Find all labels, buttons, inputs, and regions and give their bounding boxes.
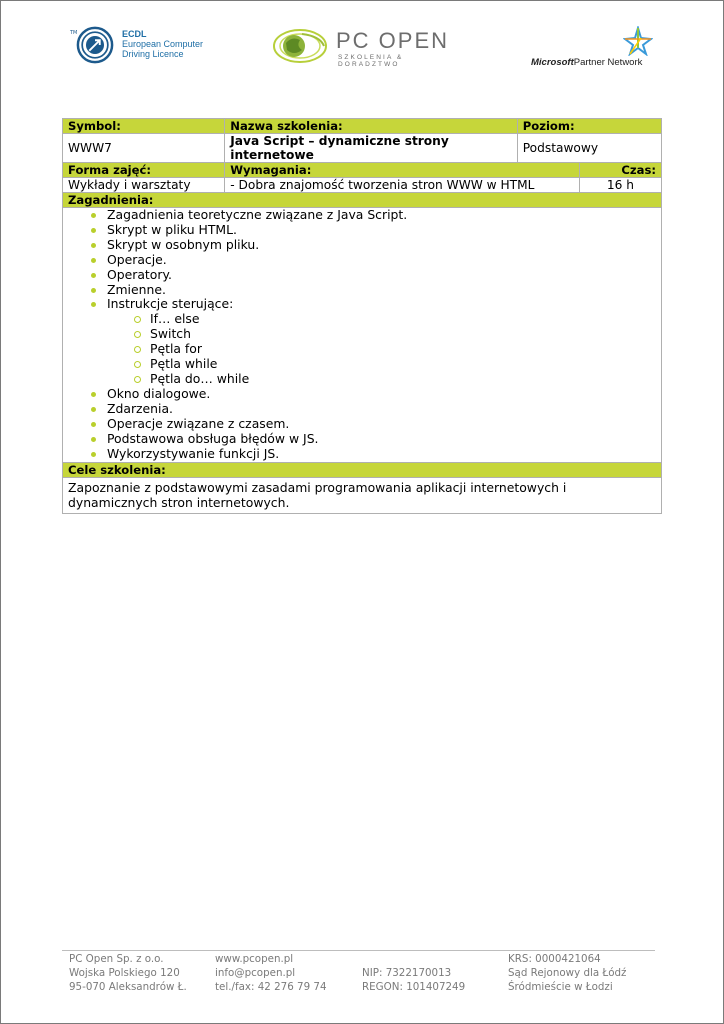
time-label: Czas: bbox=[579, 163, 661, 178]
course-name-label: Nazwa szkolenia: bbox=[225, 119, 517, 134]
list-item: Okno dialogowe. bbox=[63, 387, 661, 402]
list-item: Zdarzenia. bbox=[63, 402, 661, 417]
list-item: Skrypt w osobnym pliku. bbox=[63, 238, 661, 253]
time-value: 16 h bbox=[579, 178, 661, 193]
course-table bbox=[62, 118, 662, 514]
pcopen-globe-icon bbox=[272, 26, 328, 66]
goals-cell bbox=[63, 478, 662, 514]
sub-list-item: If… else bbox=[107, 312, 661, 327]
partner-network-star-icon bbox=[623, 26, 653, 56]
partner-network-label: Partner Network bbox=[573, 57, 643, 68]
level-value: Podstawowy bbox=[517, 134, 661, 163]
level-label: Poziom: bbox=[517, 119, 661, 134]
footer-court: Sąd Rejonowy dla Łódź bbox=[508, 967, 627, 979]
footer-email: info@pcopen.pl bbox=[215, 967, 296, 979]
subtopics-list bbox=[107, 312, 661, 387]
footer-company bbox=[69, 952, 187, 994]
pcopen-subtitle: SZKOLENIA & DORADZTWO bbox=[338, 54, 404, 68]
symbol-value: WWW7 bbox=[63, 134, 225, 163]
requirements-label: Wymagania: bbox=[225, 163, 580, 178]
footer-regon: REGON: 101407249 bbox=[362, 981, 466, 993]
sub-list-item: Pętla for bbox=[107, 342, 661, 357]
footer-website: www.pcopen.pl bbox=[215, 953, 294, 965]
list-item: Podstawowa obsługa błędów w JS. bbox=[63, 432, 661, 447]
list-item: Operatory. bbox=[63, 268, 661, 283]
ecdl-line-3: Driving Licence bbox=[122, 49, 184, 59]
footer-line: Wojska Polskiego 120 bbox=[69, 967, 180, 979]
ecdl-trademark: TM bbox=[70, 30, 78, 36]
course-name-value: Java Script – dynamiczne strony internetowe bbox=[225, 134, 517, 163]
list-item: Operacje. bbox=[63, 253, 661, 268]
footer-contact bbox=[215, 952, 327, 994]
form-label: Forma zajęć: bbox=[63, 163, 225, 178]
list-item: Skrypt w pliku HTML. bbox=[63, 223, 661, 238]
list-item: Operacje związane z czasem. bbox=[63, 417, 661, 432]
list-item-label: Instrukcje sterujące: bbox=[107, 296, 234, 312]
footer-phone: tel./fax: 42 276 79 74 bbox=[215, 981, 327, 993]
ecdl-emblem-icon bbox=[76, 26, 114, 64]
list-item: Zagadnienia teoretyczne związane z Java Script. bbox=[63, 208, 661, 223]
microsoft-brand: Microsoft bbox=[531, 57, 574, 68]
footer-nip: NIP: 7322170013 bbox=[362, 967, 452, 979]
ecdl-logo bbox=[70, 26, 210, 68]
footer-divider bbox=[62, 950, 655, 951]
goals-value: Zapoznanie z podstawowymi zasadami programowania aplikacji internetowych i dynamicznych stron internetowych. bbox=[68, 480, 567, 511]
goals-label: Cele szkolenia: bbox=[63, 463, 662, 478]
pcopen-name: PC OPEN bbox=[336, 28, 450, 53]
topics-label: Zagadnienia: bbox=[63, 193, 662, 208]
symbol-label: Symbol: bbox=[63, 119, 225, 134]
ecdl-title: ECDL bbox=[122, 29, 147, 39]
topics-list bbox=[63, 208, 661, 461]
microsoft-partner-logo bbox=[531, 26, 651, 68]
list-item: Wykorzystywanie funkcji JS. bbox=[63, 447, 661, 462]
list-item: Zmienne. bbox=[63, 283, 661, 298]
pcopen-logo bbox=[272, 26, 462, 68]
footer-line bbox=[362, 952, 465, 966]
footer-line: 95-070 Aleksandrów Ł. bbox=[69, 981, 187, 993]
form-value: Wykłady i warsztaty bbox=[63, 178, 225, 193]
footer-registry bbox=[508, 952, 626, 994]
list-item-control-statements bbox=[63, 297, 661, 386]
sub-list-item: Pętla while bbox=[107, 357, 661, 372]
requirements-value: - Dobra znajomość tworzenia stron WWW w HTML bbox=[225, 178, 580, 193]
sub-list-item: Pętla do… while bbox=[107, 372, 661, 387]
sub-list-item: Switch bbox=[107, 327, 661, 342]
footer-krs: KRS: 0000421064 bbox=[508, 953, 601, 965]
topics-cell bbox=[63, 208, 662, 463]
footer-tax-ids bbox=[362, 952, 465, 994]
ecdl-line-2: European Computer bbox=[122, 39, 204, 49]
footer-court-district: Śródmieście w Łodzi bbox=[508, 981, 613, 993]
footer-line: PC Open Sp. z o.o. bbox=[69, 953, 164, 965]
